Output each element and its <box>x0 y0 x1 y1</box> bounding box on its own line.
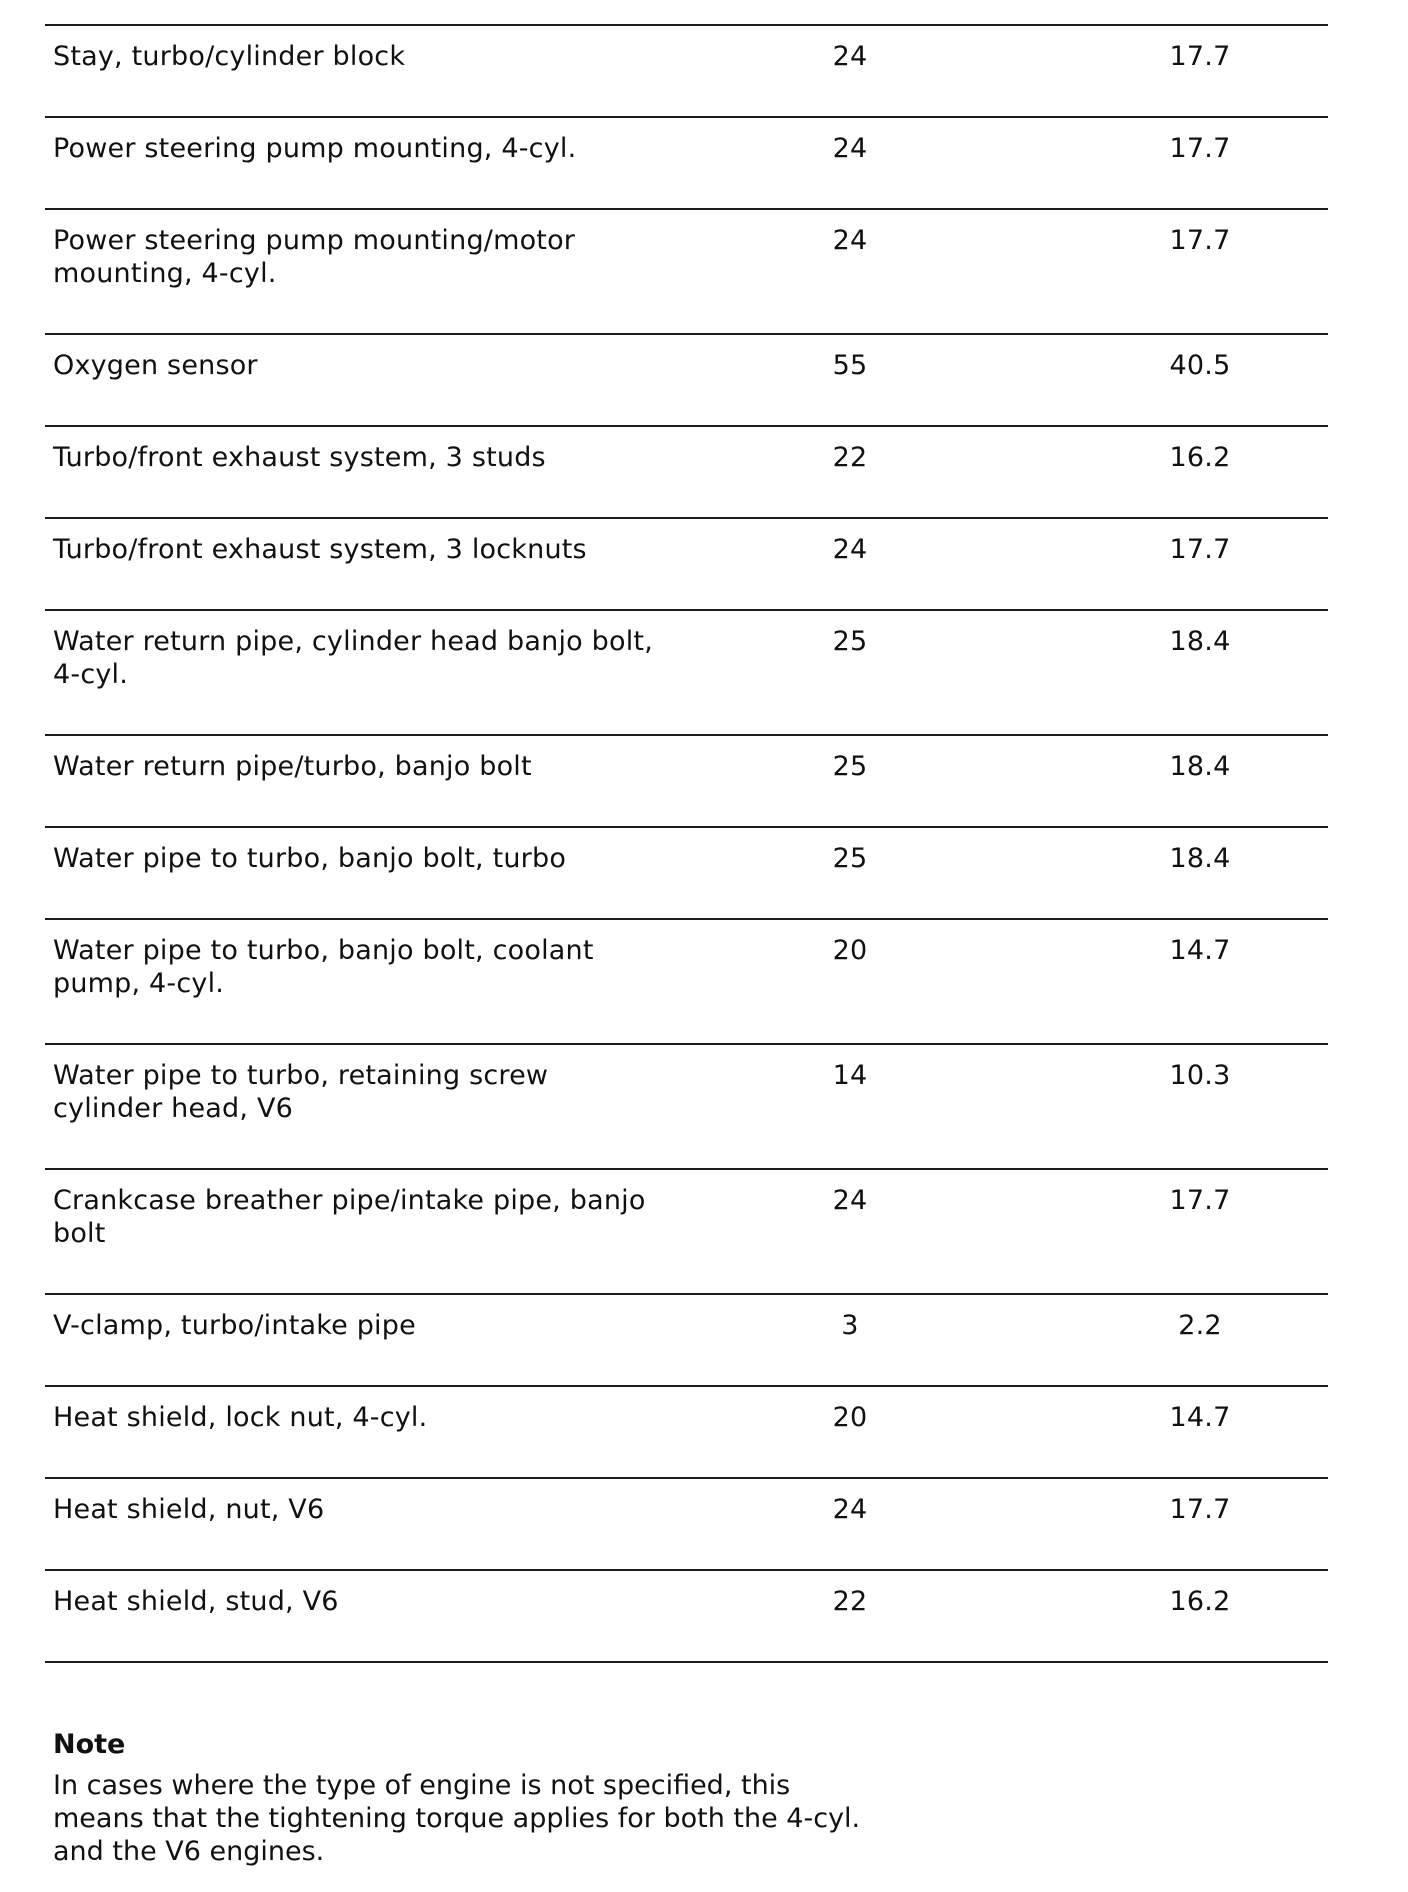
row-torque-lbft: 14.7 <box>1169 935 1231 966</box>
row-torque-nm: 25 <box>832 751 868 782</box>
row-description: Heat shield, lock nut, 4-cyl. <box>53 1402 428 1433</box>
note-section <box>53 1728 873 1868</box>
table-row <box>45 517 1328 609</box>
row-torque-nm: 24 <box>832 1185 868 1216</box>
row-description: V-clamp, turbo/intake pipe <box>53 1310 416 1341</box>
row-torque-nm: 3 <box>841 1310 859 1341</box>
table-row <box>45 1569 1328 1661</box>
table-row <box>45 609 1328 734</box>
row-torque-lbft: 17.7 <box>1169 1185 1231 1216</box>
row-torque-lbft: 14.7 <box>1169 1402 1231 1433</box>
row-description: Water return pipe/turbo, banjo bolt <box>53 751 532 782</box>
row-description: Heat shield, nut, V6 <box>53 1494 325 1525</box>
table-row <box>45 1477 1328 1569</box>
table-row <box>45 208 1328 333</box>
table-row <box>45 24 1328 116</box>
row-torque-lbft: 17.7 <box>1169 225 1231 256</box>
row-torque-lbft: 40.5 <box>1169 350 1231 381</box>
table-row <box>45 1043 1328 1168</box>
table-row <box>45 1293 1328 1385</box>
row-description: Heat shield, stud, V6 <box>53 1586 339 1617</box>
row-description: Oxygen sensor <box>53 350 258 381</box>
row-torque-nm: 25 <box>832 626 868 657</box>
table-row <box>45 116 1328 208</box>
table-bottom-rule <box>45 1661 1328 1663</box>
row-torque-lbft: 10.3 <box>1169 1060 1231 1091</box>
row-torque-nm: 22 <box>832 1586 868 1617</box>
row-torque-nm: 25 <box>832 843 868 874</box>
row-torque-lbft: 16.2 <box>1169 442 1231 473</box>
row-torque-lbft: 17.7 <box>1169 133 1231 164</box>
row-description: Power steering pump mounting, 4-cyl. <box>53 133 577 164</box>
table-row <box>45 734 1328 826</box>
row-torque-nm: 20 <box>832 935 868 966</box>
row-description: Water pipe to turbo, banjo bolt, coolant pump, 4-cyl. <box>53 935 594 999</box>
row-description: Power steering pump mounting/motor mounting, 4-cyl. <box>53 225 576 289</box>
row-torque-nm: 24 <box>832 534 868 565</box>
row-description: Turbo/front exhaust system, 3 studs <box>53 442 546 473</box>
row-description: Crankcase breather pipe/intake pipe, banjo bolt <box>53 1185 646 1249</box>
note-text: In cases where the type of engine is not specified, this means that the tightening torque applies for both the 4-cyl. and the V6 engines. <box>53 1770 861 1867</box>
row-description: Water return pipe, cylinder head banjo bolt, 4-cyl. <box>53 626 653 690</box>
note-title: Note <box>53 1729 126 1760</box>
row-torque-nm: 14 <box>832 1060 868 1091</box>
row-torque-lbft: 17.7 <box>1169 41 1231 72</box>
row-torque-lbft: 18.4 <box>1169 751 1231 782</box>
table-row <box>45 918 1328 1043</box>
row-torque-lbft: 2.2 <box>1178 1310 1222 1341</box>
row-description: Stay, turbo/cylinder block <box>53 41 406 72</box>
table-row <box>45 1385 1328 1477</box>
torque-table <box>45 24 1328 1663</box>
row-torque-nm: 24 <box>832 1494 868 1525</box>
table-row <box>45 826 1328 918</box>
row-torque-nm: 20 <box>832 1402 868 1433</box>
row-torque-lbft: 16.2 <box>1169 1586 1231 1617</box>
row-torque-nm: 24 <box>832 41 868 72</box>
row-description: Water pipe to turbo, banjo bolt, turbo <box>53 843 567 874</box>
table-row <box>45 333 1328 425</box>
row-description: Water pipe to turbo, retaining screw cylinder head, V6 <box>53 1060 549 1124</box>
table-row <box>45 425 1328 517</box>
row-description: Turbo/front exhaust system, 3 locknuts <box>53 534 587 565</box>
row-torque-nm: 24 <box>832 133 868 164</box>
row-torque-lbft: 17.7 <box>1169 534 1231 565</box>
row-torque-nm: 24 <box>832 225 868 256</box>
row-torque-lbft: 18.4 <box>1169 843 1231 874</box>
row-torque-lbft: 17.7 <box>1169 1494 1231 1525</box>
row-torque-nm: 22 <box>832 442 868 473</box>
row-torque-lbft: 18.4 <box>1169 626 1231 657</box>
row-torque-nm: 55 <box>832 350 868 381</box>
table-row <box>45 1168 1328 1293</box>
